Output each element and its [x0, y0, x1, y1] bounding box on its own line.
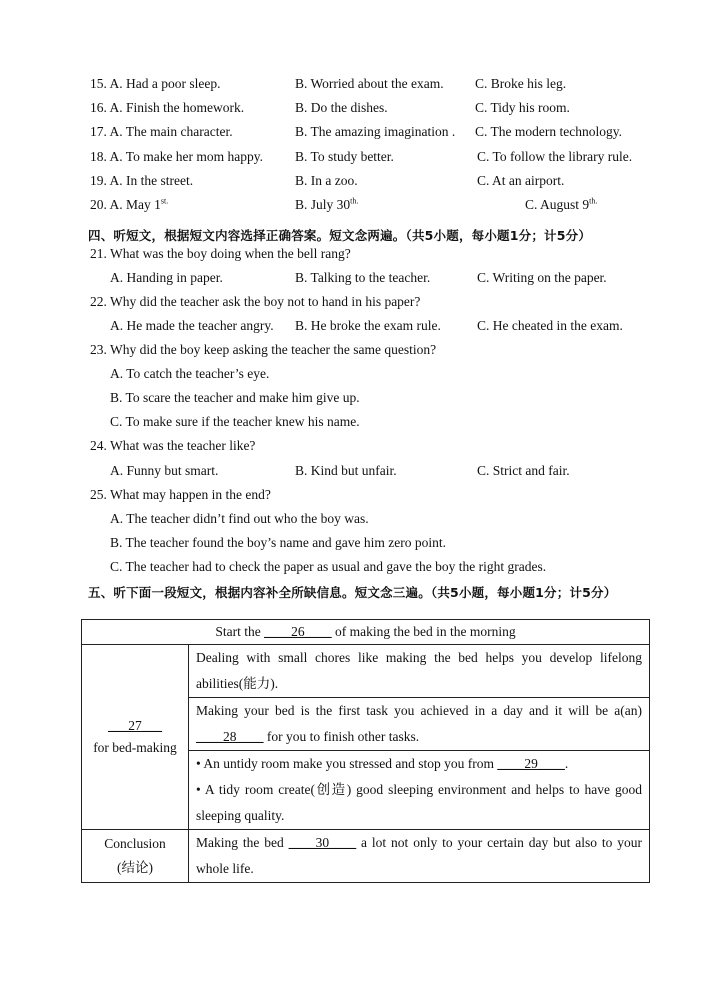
section-4-title: 四、听短文，根据短文内容选择正确答案。短文念两遍。（共5小题，每小题1分；计5分） [88, 228, 592, 243]
q18-option-c: C. To follow the library rule. [477, 149, 633, 164]
question-18 [0, 146, 725, 168]
table-header-row [82, 620, 650, 645]
table-row-conclusion [82, 830, 650, 883]
question-15 [0, 73, 725, 95]
question-25-stem: 25. What may happen in the end? [90, 487, 271, 502]
q24-option-b: B. Kind but unfair. [295, 463, 397, 478]
q19-option-c: C. At an airport. [477, 173, 565, 188]
question-25-option-c: C. The teacher had to check the paper as usual and gave the boy the right grades. [110, 559, 547, 574]
question-16 [0, 97, 725, 119]
q18-option-a: 18. A. To make her mom happy. [90, 149, 264, 164]
q16-option-a: 16. A. Finish the homework. [90, 100, 245, 115]
q17-option-a: 17. A. The main character. [90, 124, 233, 139]
q16-option-b: B. Do the dishes. [295, 100, 388, 115]
blank-27[interactable]: ___27___ [108, 718, 162, 733]
question-25-option-a: A. The teacher didn’t find out who the boy was. [110, 511, 369, 526]
q20-option-b: B. July $30^{th.}$ [295, 196, 359, 212]
reasons-label-cell: ___27___ for bed-making [82, 645, 189, 830]
q21-option-c: C. Writing on the paper. [477, 270, 607, 285]
section-5-heading [0, 582, 725, 604]
q22-option-c: C. He cheated in the exam. [477, 318, 623, 333]
question-25-option-b: B. The teacher found the boy’s name and gave him zero point. [110, 535, 447, 550]
reason-bullet-2: • A tidy room create(创造) good sleeping environment and helps to have good sleeping quality. [196, 782, 642, 823]
q22-option-a: A. He made the teacher angry. [110, 318, 274, 333]
question-23-stem: 23. Why did the boy keep asking the teacher the same question? [90, 342, 437, 357]
table-header-cell: Start the ____26____ of making the bed in the morning [82, 620, 650, 645]
question-23-option-b: B. To scare the teacher and make him give up. [110, 390, 360, 405]
q22-option-b: B. He broke the exam rule. [295, 318, 441, 333]
blank-26[interactable]: ____26____ [264, 624, 332, 639]
q20-option-a: 20. A. May $1^{st.}$ [90, 196, 169, 212]
q15-option-b: B. Worried about the exam. [295, 76, 444, 91]
question-24-options [0, 460, 725, 482]
table-row-1 [82, 645, 650, 698]
q17-option-c: C. The modern technology. [475, 124, 622, 139]
section-5-title: 五、听下面一段短文，根据内容补全所缺信息。短文念三遍。（共5小题，每小题1分；计5分） [88, 585, 617, 600]
question-17 [0, 121, 725, 143]
reason-cell-1: Dealing with small chores like making the bed helps you develop lifelong abilities(能力). [189, 645, 650, 698]
q16-option-c: C. Tidy his room. [475, 100, 570, 115]
q18-option-b: B. To study better. [295, 149, 394, 164]
q21-option-a: A. Handing in paper. [110, 270, 223, 285]
q20-option-c: C. August $9^{th.}$ [525, 196, 598, 212]
conclusion-label-cell: Conclusion (结论) [82, 830, 189, 883]
q21-option-b: B. Talking to the teacher. [295, 270, 431, 285]
question-22-stem: 22. Why did the teacher ask the boy not to hand in his paper? [90, 294, 421, 309]
question-19 [0, 170, 725, 192]
blank-29[interactable]: ____29____ [497, 756, 565, 771]
question-23-option-a: A. To catch the teacher’s eye. [110, 366, 270, 381]
question-21-stem: 21. What was the boy doing when the bell rang? [90, 246, 351, 261]
reason-cell-3: • An untidy room make you stressed and stop you from ____29____. • A tidy room create(创造) good sleeping environment and helps to have good sleeping quality. [189, 751, 650, 830]
q19-option-b: B. In a zoo. [295, 173, 358, 188]
q24-option-c: C. Strict and fair. [477, 463, 570, 478]
question-24-stem: 24. What was the teacher like? [90, 438, 256, 453]
fill-in-table [81, 619, 650, 883]
question-20 [0, 194, 725, 216]
q19-option-a: 19. A. In the street. [90, 173, 194, 188]
conclusion-cell: Making the bed ____30____ a lot not only to your certain day but also to your whole life. [189, 830, 650, 883]
question-22-options [0, 315, 725, 337]
question-21-options [0, 267, 725, 289]
q15-option-c: C. Broke his leg. [475, 76, 567, 91]
reason-cell-2: Making your bed is the first task you achieved in a day and it will be a(an) ____28____ for you to finish other tasks. [189, 698, 650, 751]
q24-option-a: A. Funny but smart. [110, 463, 219, 478]
q17-option-b: B. The amazing imagination . [295, 124, 456, 139]
q15-option-a: 15. A. Had a poor sleep. [90, 76, 221, 91]
blank-30[interactable]: ____30____ [288, 835, 357, 850]
question-23-option-c: C. To make sure if the teacher knew his name. [110, 414, 360, 429]
blank-28[interactable]: ____28____ [196, 729, 264, 744]
